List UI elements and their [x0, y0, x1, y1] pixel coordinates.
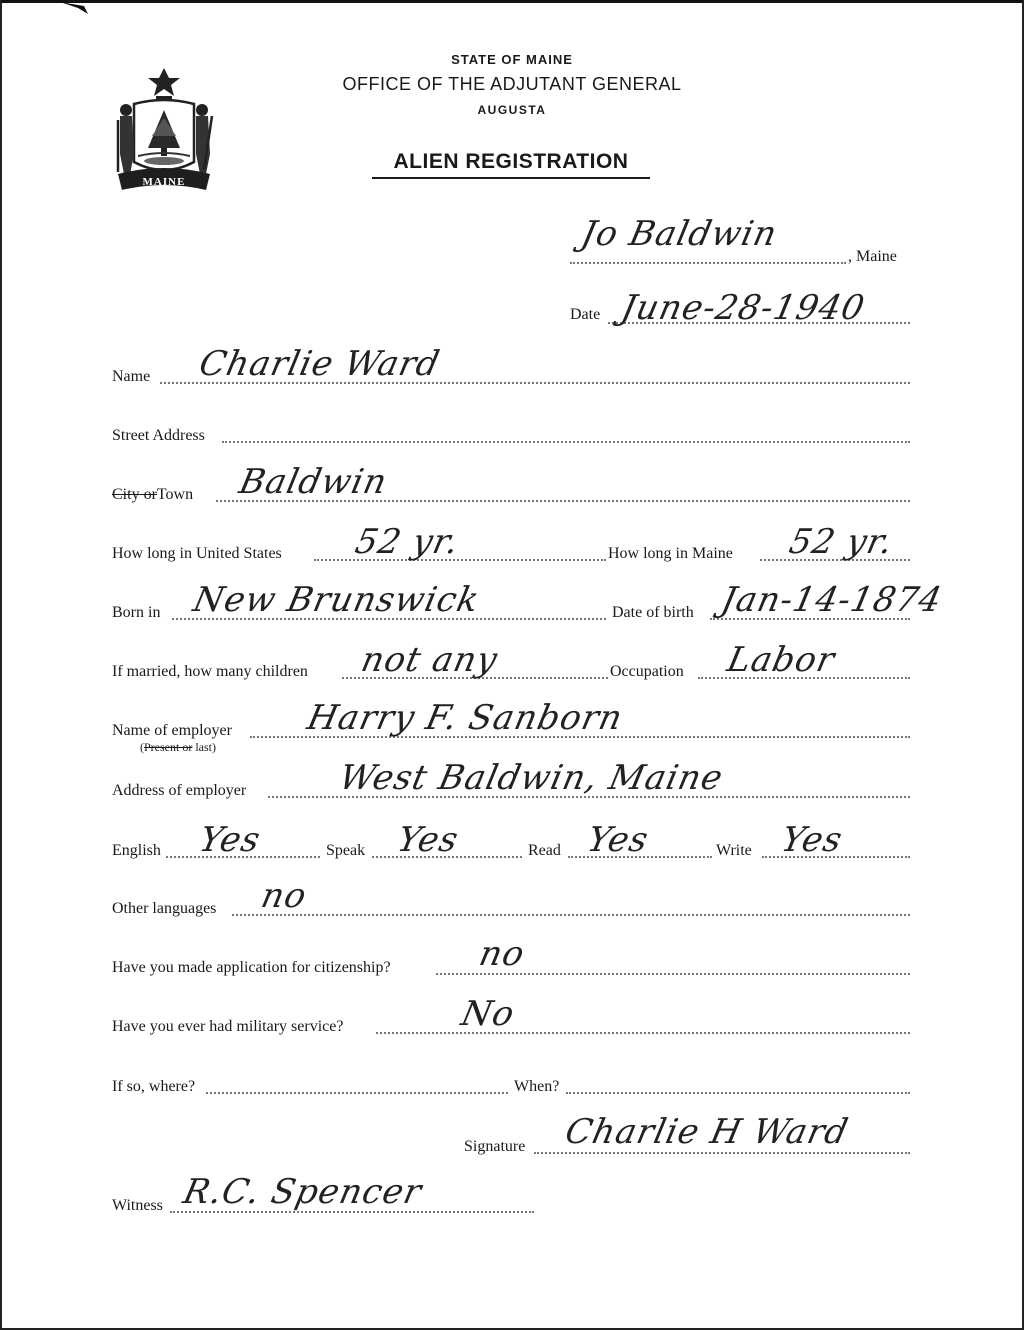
town-label — [112, 486, 193, 504]
employer-sublabel — [140, 740, 216, 755]
form-title: ALIEN REGISTRATION — [372, 150, 650, 179]
us-time-label: How long in United States — [112, 545, 282, 562]
when-line — [566, 1092, 910, 1094]
header-city: AUGUSTA — [477, 103, 547, 117]
speak-value[interactable]: Yes — [393, 820, 463, 860]
corner-mark-icon — [58, 0, 94, 16]
children-label: If married, how many children — [112, 663, 308, 680]
read-label: Read — [528, 842, 561, 859]
military-line — [376, 1032, 910, 1034]
born-label: Born in — [112, 604, 161, 621]
place-value[interactable]: Jo Baldwin — [577, 214, 781, 254]
employer-sublabel-struck: Present or — [144, 740, 193, 754]
when-label: When? — [514, 1078, 560, 1095]
signature-value[interactable]: Charlie H Ward — [561, 1112, 853, 1152]
employer-addr-label: Address of employer — [112, 782, 247, 799]
english-label: English — [112, 842, 161, 859]
witness-label: Witness — [112, 1197, 163, 1214]
name-label: Name — [112, 368, 151, 385]
military-value[interactable]: No — [457, 994, 519, 1034]
date-value[interactable]: June-28-1940 — [617, 288, 869, 328]
place-suffix: , Maine — [848, 248, 897, 265]
header-state: STATE OF MAINE — [451, 52, 573, 67]
scan-edge-left — [0, 0, 2, 1330]
employer-addr-value[interactable]: West Baldwin, Maine — [335, 758, 727, 798]
military-label: Have you ever had military service? — [112, 1018, 344, 1035]
date-label: Date — [570, 306, 601, 323]
seal-banner-text: MAINE — [142, 176, 186, 188]
employer-sublabel-open: ( — [140, 740, 144, 754]
write-value[interactable]: Yes — [777, 820, 847, 860]
street-label: Street Address — [112, 427, 205, 444]
other-lang-line — [232, 914, 910, 916]
where-line — [206, 1092, 508, 1094]
citizenship-label: Have you made application for citizenship? — [112, 959, 391, 976]
signature-label: Signature — [464, 1138, 526, 1155]
dob-label: Date of birth — [612, 604, 694, 621]
children-value[interactable]: not any — [357, 640, 502, 680]
us-time-value[interactable]: 52 yr. — [351, 522, 463, 562]
name-value[interactable]: Charlie Ward — [195, 344, 444, 384]
citizenship-value[interactable]: no — [475, 934, 529, 974]
header-office: OFFICE OF THE ADJUTANT GENERAL — [342, 74, 682, 94]
witness-value[interactable]: R.C. Spencer — [179, 1172, 426, 1212]
employer-sublabel-text: last) — [195, 740, 216, 754]
born-value[interactable]: New Brunswick — [189, 580, 484, 620]
speak-label: Speak — [326, 842, 366, 859]
maine-time-label: How long in Maine — [608, 545, 733, 562]
employer-value[interactable]: Harry F. Sanborn — [303, 698, 627, 738]
write-label: Write — [716, 842, 752, 859]
occupation-value[interactable]: Labor — [723, 640, 839, 680]
dob-value[interactable]: Jan-14-1874 — [717, 580, 946, 620]
occupation-label: Occupation — [610, 663, 684, 680]
english-value[interactable]: Yes — [195, 820, 265, 860]
read-value[interactable]: Yes — [583, 820, 653, 860]
where-label: If so, where? — [112, 1078, 196, 1095]
street-line — [222, 441, 910, 443]
signature-line — [534, 1152, 910, 1154]
employer-label: Name of employer — [112, 722, 232, 739]
town-value[interactable]: Baldwin — [235, 462, 392, 502]
town-label-text: Town — [156, 486, 194, 503]
other-lang-label: Other languages — [112, 900, 217, 917]
maine-time-value[interactable]: 52 yr. — [785, 522, 897, 562]
other-lang-value[interactable]: no — [257, 876, 311, 916]
place-line — [570, 262, 846, 264]
town-label-struck: City or — [112, 486, 157, 503]
scan-edge-top — [0, 0, 1024, 3]
